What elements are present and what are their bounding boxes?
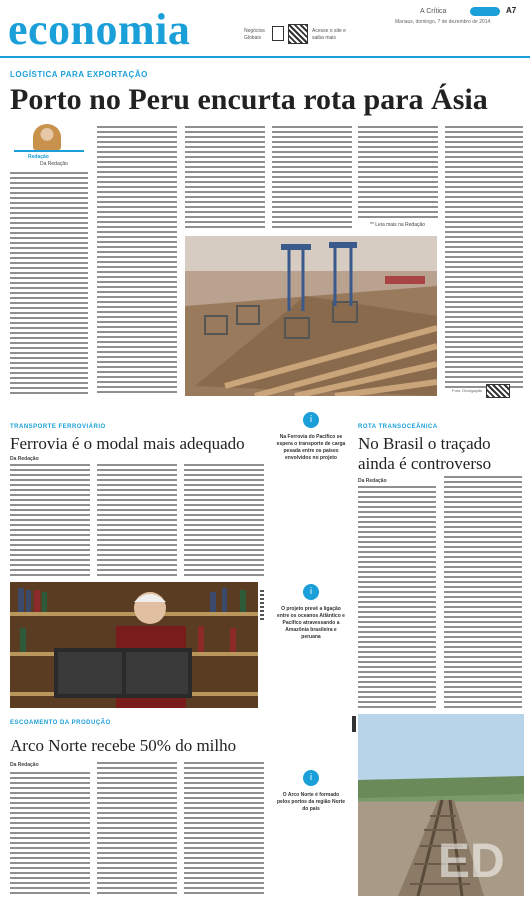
story4-text-column-3 <box>184 762 264 896</box>
lead-qr-icon[interactable] <box>486 384 510 398</box>
lead-text-column-4 <box>272 126 352 230</box>
masthead-small-text: Negócios Globais <box>244 28 265 41</box>
story3-headline-line1: No Brasil o traçado <box>358 434 491 453</box>
story2-text-column-1 <box>10 464 90 576</box>
masthead-qr-text: Acesse o site e saiba mais <box>312 28 346 41</box>
story4-text-column-2 <box>97 762 177 896</box>
story3-kicker: ROTA TRANSOCEÂNICA <box>358 424 438 430</box>
story3-text-column-2 <box>444 476 522 708</box>
section-title: economia <box>8 5 191 54</box>
lead-text-column-6 <box>445 126 523 388</box>
author-subline: Da Redação <box>40 161 68 167</box>
lead-kicker: LOGÍSTICA PARA EXPORTAÇÃO <box>10 70 148 79</box>
info-icon: i <box>303 584 319 600</box>
watermark: ED <box>438 835 505 888</box>
document-icon <box>272 26 284 41</box>
lead-text-column-1 <box>10 172 88 394</box>
story3-headline-line2: ainda é controverso <box>358 454 492 473</box>
brand-name: A Crítica <box>420 8 447 15</box>
page-number: A7 <box>506 6 517 15</box>
lead-text-column-3 <box>185 126 265 230</box>
sidebar-3-text: O Arco Norte é formado pelos portos da região Norte do país <box>276 792 346 812</box>
info-icon: i <box>303 770 319 786</box>
sidebar-2-text: O projeto prevê a ligação entre os oceanos Atlântico e Pacífico atravessando a Amazônia brasileira e peruana <box>277 606 345 640</box>
story4-text-column-1 <box>10 772 90 896</box>
info-icon: i <box>303 412 319 428</box>
port-illustration <box>185 236 437 396</box>
story3-byline: Da Redação <box>358 478 387 484</box>
reader-photo-credit <box>260 590 264 620</box>
story2-headline: Ferrovia é o modal mais adequado <box>10 434 245 453</box>
reader-photo <box>10 582 258 708</box>
lead-text-column-5 <box>358 126 438 218</box>
author-rule <box>14 150 84 152</box>
lead-text-column-2 <box>97 126 177 394</box>
edition-date: Manaus, domingo, 7 de dezembro de 2014 <box>395 19 491 25</box>
sidebar-1-text: Na Ferrovia do Pacífico se espera o transporte de carga pesada entre os países envolvidos no projeto <box>276 434 346 461</box>
qr-code-icon[interactable] <box>288 24 308 44</box>
lead-closing-note: ** Leia mais na Redação <box>370 222 426 228</box>
story2-text-column-2 <box>97 464 177 576</box>
port-photo <box>185 236 437 396</box>
story4-byline: Da Redação <box>10 762 39 768</box>
railway-photo <box>358 714 524 896</box>
story2-text-column-3 <box>184 464 264 576</box>
story4-kicker: ESCOAMENTO DA PRODUÇÃO <box>10 720 111 726</box>
author-name: Redação <box>28 154 49 160</box>
lead-headline: Porto no Peru encurta rota para Ásia <box>10 83 488 116</box>
story3-text-column-1 <box>358 486 436 708</box>
social-icons <box>470 7 500 16</box>
author-photo <box>33 124 61 150</box>
story4-headline: Arco Norte recebe 50% do milho <box>10 736 237 755</box>
photo-credit: Foto: Divulgação <box>452 388 483 393</box>
reader-illustration <box>10 582 258 708</box>
story2-kicker: TRANSPORTE FERROVIÁRIO <box>10 424 106 430</box>
railway-photo-credit <box>352 716 356 732</box>
story2-byline: Da Redação <box>10 456 39 462</box>
